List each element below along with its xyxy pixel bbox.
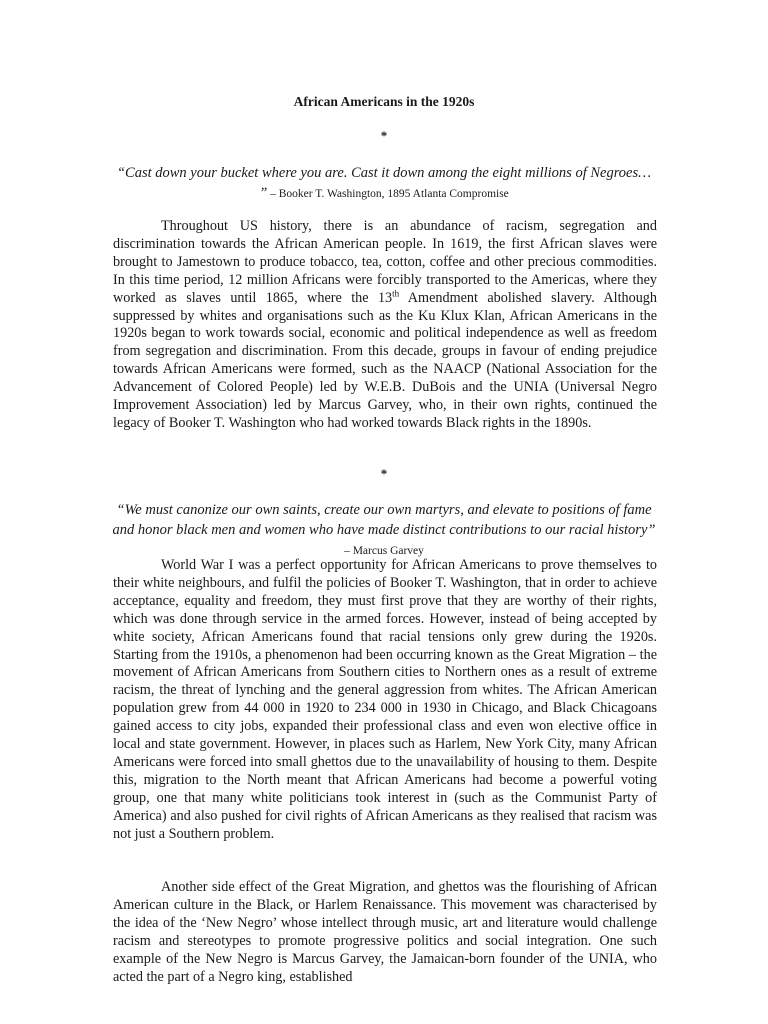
- section-separator: *: [380, 128, 388, 143]
- body-paragraph: World War I was a perfect opportunity for African Americans to prove themselves to their white neighbours, and fulfil the policies of Booker T. Washington, that in order to achieve acceptance, equality and freedom, they must first prove that they are worthy of their rights, which was done through service in the armed forces. However, instead of being accepted by white society, African Americans found that racial tensions only grew during the 1920s. Starting from the 1910s, a phenomenon had been occurring known as the Great Migration – the movement of African Americans from Southern cities to Northern ones as a result of extreme racism, the threat of lynching and the general aggression from whites. The African American population grew from 44 000 in 1920 to 234 000 in 1930 in Chicago, and Black Chicagoans gained access to city jobs, expanded their professional class and even won elective office in local and state government. However, in places such as Harlem, New York City, many African Americans were forced into small ghettos due to the unavailability of housing to them. Despite this, migration to the North meant that African Americans had become a powerful voting group, one that many white politicians took interest in (such as the Communist Party of America) and also pushed for civil rights of African Americans as they realised that racism was not just a Southern problem.: [113, 557, 657, 842]
- quote-attribution: – Booker T. Washington, 1895 Atlanta Compromise: [267, 187, 509, 200]
- epigraph-garvey: [112, 501, 656, 562]
- ordinal-suffix: th: [392, 287, 400, 298]
- body-paragraph: [113, 218, 657, 433]
- quote-attribution: – Marcus Garvey: [344, 545, 424, 557]
- quote-text: “We must canonize our own saints, create our own martyrs, and elevate to positions of fame and honor black men and women who have made distinct contributions to our racial history”: [112, 502, 656, 538]
- epigraph-washington: [112, 164, 656, 204]
- paragraph-text: Amendment abolished slavery. Although suppressed by whites and organisations such as the Ku Klux Klan, African Americans in the 1920s began to work towards social, economic and political independence as well as freedom from segregation and discrimination. From this decade, groups in favour of ending prejudice towards African Americans were formed, such as the NAACP (National Association for the Advancement of Colored People) led by W.E.B. DuBois and the UNIA (Universal Negro Improvement Association) led by Marcus Garvey, who, in their own rights, continued the legacy of Booker T. Washington who had worked towards Black rights in the 1890s.: [113, 289, 657, 431]
- document-title: African Americans in the 1920s: [293, 94, 475, 109]
- paragraph-text: Throughout US history, there is an abundance of racism, segregation and discrimination towards the African American people. In 1619, the first African slaves were brought to Jamestown to produce tobacco, tea, cotton, coffee and other precious commodities. In this time period, 12 million Africans were forcibly transported to the Americas, where they worked as slaves until 1865, where the 13: [113, 218, 657, 306]
- section-separator: *: [380, 466, 388, 481]
- body-paragraph: Another side effect of the Great Migration, and ghettos was the flourishing of African American culture in the Black, or Harlem Renaissance. This movement was characterised by the idea of the ‘New Negro’ whose intellect through music, art and literature would challenge racism and stereotypes to promote progressive politics and social integration. One such example of the New Negro is Marcus Garvey, the Jamaican-born founder of the UNIA, who acted the part of a Negro king, established: [113, 879, 657, 985]
- quote-text: “Cast down your bucket where you are. Cast it down among the eight millions of Negroes… ”: [116, 165, 652, 201]
